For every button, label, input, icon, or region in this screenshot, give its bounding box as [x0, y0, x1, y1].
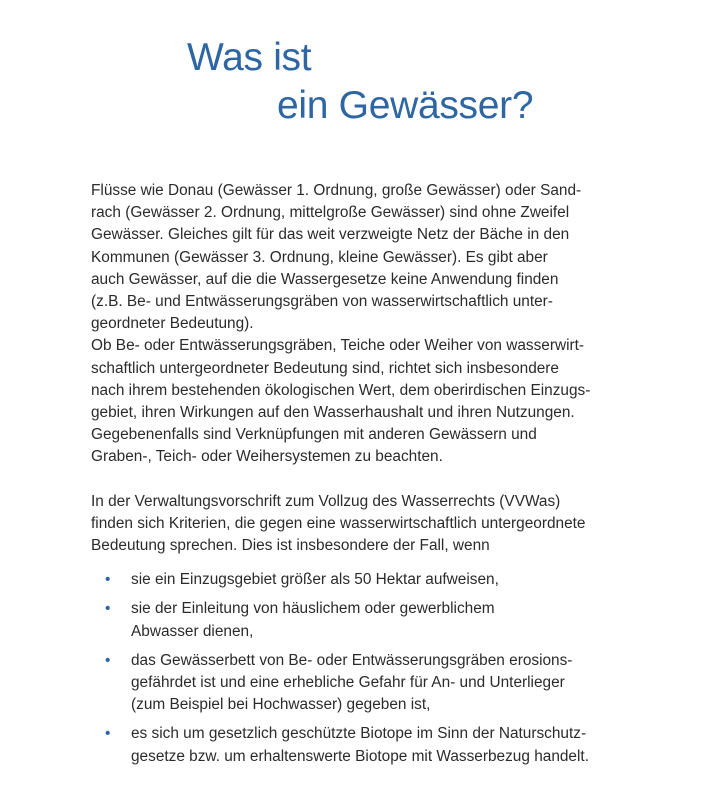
paragraph-line: Flüsse wie Donau (Gewässer 1. Ordnung, große Gewässer) oder Sand-	[91, 182, 582, 199]
paragraph-spacer	[91, 469, 711, 491]
list-item	[105, 569, 711, 591]
list-item-line: sie ein Einzugsgebiet größer als 50 Hektar aufweisen,	[131, 571, 499, 589]
bullet-icon: •	[105, 725, 111, 743]
list-item-line: Abwasser dienen,	[131, 622, 254, 640]
paragraph-line: geordneter Bedeutung).	[91, 315, 254, 333]
paragraph-criteria	[91, 491, 711, 558]
criteria-list	[91, 569, 711, 768]
title-line-2: ein Gewässer?	[277, 84, 534, 127]
list-item	[105, 650, 711, 717]
list-item-line: es sich um gesetzlich geschützte Biotope im Sinn der Naturschutz-	[131, 725, 587, 743]
paragraph-line: Kommunen (Gewässer 3. Ordnung, kleine Gewässer). Es gibt aber	[91, 248, 548, 266]
paragraph-line: auch Gewässer, auf die die Wassergesetze keine Anwendung finden	[91, 270, 559, 288]
list-item	[105, 723, 711, 767]
paragraph-line: nach ihrem bestehenden ökologischen Wert, dem oberirdischen Einzugs-	[91, 381, 591, 399]
paragraph-line: Bedeutung sprechen. Dies ist insbesondere der Fall, wenn	[91, 537, 490, 555]
document-body	[91, 180, 711, 775]
paragraph-line: Gewässer. Gleiches gilt für das weit verzweigte Netz der Bäche in den	[91, 226, 570, 244]
list-item-line: das Gewässerbett von Be- oder Entwässerungsgräben erosions-	[131, 651, 573, 669]
list-item	[105, 598, 711, 642]
title-line-1: Was ist	[187, 36, 312, 79]
paragraph-line: finden sich Kriterien, die gegen eine wasserwirtschaftlich untergeordnete	[91, 514, 586, 532]
paragraph-line: Gegebenenfalls sind Verknüpfungen mit anderen Gewässern und	[91, 426, 537, 444]
paragraph-line: gebiet, ihren Wirkungen auf den Wasserhaushalt und ihren Nutzungen.	[91, 404, 575, 422]
list-item-line: sie der Einleitung von häuslichem oder gewerblichem	[131, 600, 495, 618]
paragraph-intro	[91, 180, 711, 469]
paragraph-line: Graben-, Teich- oder Weihersystemen zu beachten.	[91, 448, 443, 466]
bullet-icon: •	[105, 600, 111, 618]
list-item-line: gesetze bzw. um erhaltenswerte Biotope mit Wasserbezug handelt.	[131, 747, 589, 765]
paragraph-line: (z.B. Be- und Entwässerungsgräben von wasserwirtschaftlich unter-	[91, 293, 553, 311]
list-item-line: gefährdet ist und eine erhebliche Gefahr für An- und Unterlieger	[131, 674, 565, 692]
page-title	[0, 0, 723, 140]
bullet-icon: •	[105, 571, 111, 589]
bullet-icon: •	[105, 651, 111, 669]
paragraph-line: rach (Gewässer 2. Ordnung, mittelgroße Gewässer) sind ohne Zweifel	[91, 204, 570, 222]
paragraph-line: In der Verwaltungsvorschrift zum Vollzug des Wasserrechts (VVWas)	[91, 492, 561, 510]
list-item-line: (zum Beispiel bei Hochwasser) gegeben ist,	[131, 696, 431, 714]
paragraph-line: Ob Be- oder Entwässerungsgräben, Teiche oder Weiher von wasserwirt-	[91, 337, 585, 355]
paragraph-line: schaftlich untergeordneter Bedeutung sind, richtet sich insbesondere	[91, 359, 559, 377]
